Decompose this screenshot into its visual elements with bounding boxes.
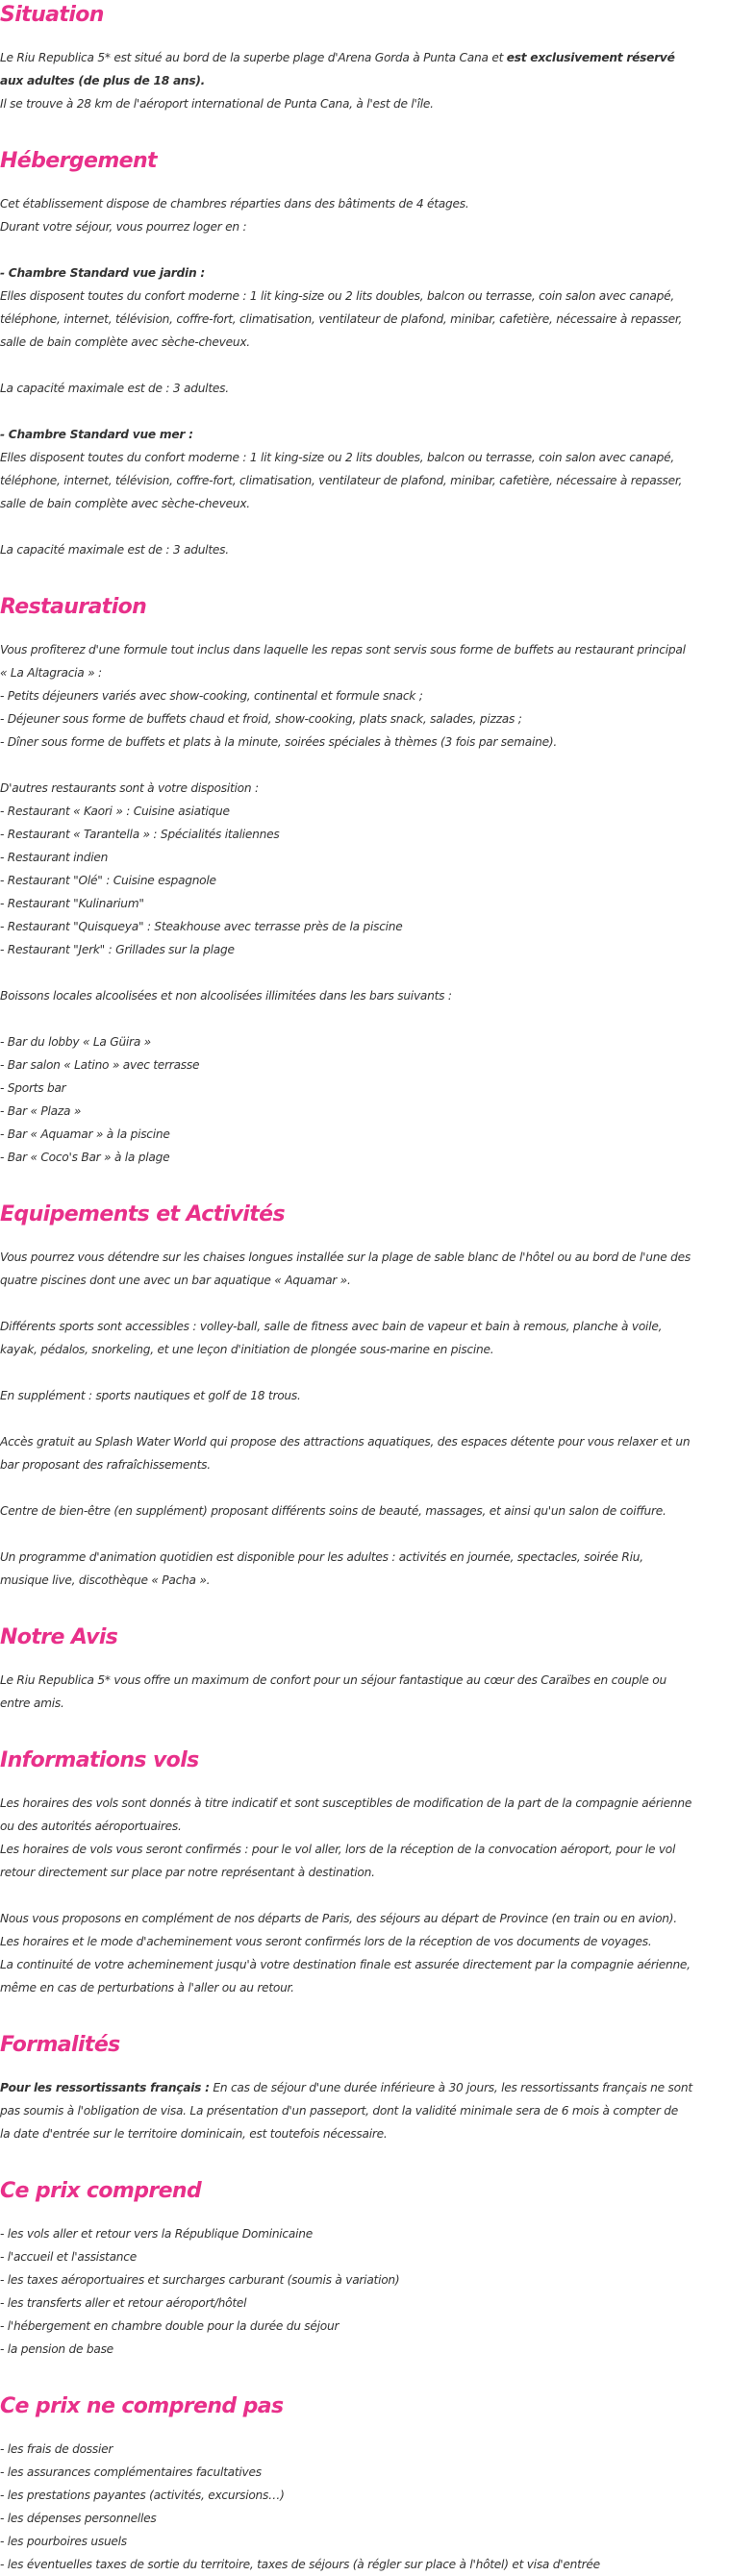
- blank-line: [0, 1476, 725, 1499]
- text-segment: Elles disposent toutes du confort moderne : 1 lit king-size ou 2 lits doubles, balcon ou terrasse, coin salon avec canapé,: [0, 289, 675, 303]
- section-comprend: [0, 2176, 725, 2361]
- text-line: [0, 2222, 725, 2245]
- text-segment: Nous vous proposons en complément de nos départs de Paris, des séjours au départ de Province (en train ou en avion).: [0, 1912, 677, 1925]
- text-line: [0, 1815, 725, 1838]
- blank-line: [0, 1407, 725, 1430]
- section-body: [0, 1792, 725, 1999]
- section-body: [0, 638, 725, 1169]
- text-line: [0, 192, 725, 215]
- text-line: [0, 1430, 725, 1453]
- text-line: [0, 215, 725, 238]
- text-segment: - Dîner sous forme de buffets et plats à la minute, soirées spéciales à thèmes (3 fois par semaine).: [0, 735, 557, 749]
- text-line: [0, 261, 725, 285]
- section-hebergement: [0, 146, 725, 561]
- bold-text: - Chambre Standard vue mer :: [0, 428, 193, 441]
- text-segment: Un programme d'animation quotidien est disponible pour les adultes : activités en journée, spectacles, soirée Riu,: [0, 1550, 643, 1564]
- text-line: [0, 1100, 725, 1123]
- section-title: Ce prix ne comprend pas: [0, 2394, 284, 2418]
- text-segment: Les horaires de vols vous seront confirmés : pour le vol aller, lors de la réception de la convocation aéroport, pour le vol: [0, 1843, 676, 1856]
- text-segment: - Sports bar: [0, 1081, 66, 1095]
- bold-text: Pour les ressortissants français :: [0, 2081, 210, 2094]
- section-body: [0, 1246, 725, 1592]
- text-line: [0, 331, 725, 354]
- text-segment: Il se trouve à 28 km de l'aéroport international de Punta Cana, à l'est de l'île.: [0, 97, 434, 111]
- text-segment: - Restaurant « Kaori » : Cuisine asiatique: [0, 805, 230, 818]
- section-vols: [0, 1746, 725, 1999]
- text-segment: En supplément : sports nautiques et golf de 18 trous.: [0, 1389, 301, 1402]
- section-title: Situation: [0, 3, 104, 27]
- blank-line: [0, 1292, 725, 1315]
- text-segment: - Déjeuner sous forme de buffets chaud et froid, show-cooking, plats snack, salades, pizzas ;: [0, 712, 522, 726]
- text-line: [0, 1123, 725, 1146]
- text-line: [0, 285, 725, 308]
- section-title: Equipements et Activités: [0, 1202, 285, 1226]
- text-segment: Les horaires et le mode d'acheminement vous seront confirmés lors de la réception de vos documents de voyages.: [0, 1935, 652, 1948]
- section-ne-comprend-pas: [0, 2391, 725, 2576]
- section-restauration: [0, 592, 725, 1169]
- text-line: [0, 1315, 725, 1338]
- text-segment: - les taxes aéroportuaires et surcharges carburant (soumis à variation): [0, 2273, 400, 2287]
- text-line: [0, 2099, 725, 2122]
- text-segment: salle de bain complète avec sèche-cheveux.: [0, 335, 250, 349]
- blank-line: [0, 1884, 725, 1907]
- text-line: [0, 69, 725, 92]
- text-segment: - l'hébergement en chambre double pour la durée du séjour: [0, 2319, 339, 2333]
- blank-line: [0, 238, 725, 261]
- text-segment: - Bar « Coco's Bar » à la plage: [0, 1151, 170, 1164]
- text-segment: - les éventuelles taxes de sortie du territoire, taxes de séjours (à régler sur place à l'hôtel) et visa d'entrée: [0, 2558, 600, 2571]
- text-segment: - Restaurant « Tarantella » : Spécialités italiennes: [0, 828, 280, 841]
- text-segment: téléphone, internet, télévision, coffre-fort, climatisation, ventilateur de plafond, minibar, cafetière, nécessaire à repasser,: [0, 312, 683, 326]
- text-segment: Le Riu Republica 5* est situé au bord de la superbe plage d'Arena Gorda à Punta Cana et: [0, 51, 507, 64]
- text-line: [0, 446, 725, 469]
- section-title: Ce prix comprend: [0, 2179, 202, 2203]
- section-body: [0, 2222, 725, 2361]
- text-line: [0, 2530, 725, 2553]
- blank-line: [0, 400, 725, 423]
- text-segment: Centre de bien-être (en supplément) proposant différents soins de beauté, massages, et ainsi qu'un salon de coiffure.: [0, 1504, 666, 1518]
- text-segment: - les vols aller et retour vers la République Dominicaine: [0, 2227, 313, 2241]
- text-line: [0, 1569, 725, 1592]
- text-segment: - Restaurant "Jerk" : Grillades sur la plage: [0, 943, 235, 956]
- text-segment: - les dépenses personnelles: [0, 2512, 157, 2525]
- text-line: [0, 638, 725, 661]
- section-body: [0, 192, 725, 561]
- blank-line: [0, 1361, 725, 1384]
- section-situation: [0, 0, 725, 115]
- section-body: [0, 2076, 725, 2145]
- text-line: [0, 915, 725, 938]
- text-line: [0, 1246, 725, 1269]
- text-segment: - la pension de base: [0, 2342, 113, 2356]
- text-line: [0, 2438, 725, 2461]
- blank-line: [0, 354, 725, 377]
- section-title: Hébergement: [0, 149, 157, 173]
- text-segment: En cas de séjour d'une durée inférieure à 30 jours, les ressortissants français ne sont: [209, 2081, 692, 2094]
- text-segment: - les transferts aller et retour aéroport/hôtel: [0, 2296, 247, 2310]
- text-segment: - l'accueil et l'assistance: [0, 2250, 137, 2264]
- text-segment: La capacité maximale est de : 3 adultes.: [0, 382, 229, 395]
- text-line: [0, 1792, 725, 1815]
- text-line: [0, 2484, 725, 2507]
- text-line: [0, 2553, 725, 2576]
- text-line: [0, 469, 725, 492]
- text-segment: - Restaurant "Olé" : Cuisine espagnole: [0, 874, 216, 887]
- section-title: Formalités: [0, 2033, 120, 2057]
- text-line: [0, 1338, 725, 1361]
- text-line: [0, 684, 725, 707]
- text-line: [0, 869, 725, 892]
- text-segment: - Petits déjeuners variés avec show-cooking, continental et formule snack ;: [0, 689, 423, 703]
- text-line: [0, 2122, 725, 2145]
- text-segment: entre amis.: [0, 1697, 64, 1710]
- text-line: [0, 2461, 725, 2484]
- text-segment: salle de bain complète avec sèche-cheveux.: [0, 497, 250, 510]
- text-segment: Boissons locales alcoolisées et non alcoolisées illimitées dans les bars suivants :: [0, 989, 452, 1003]
- text-line: [0, 1546, 725, 1569]
- section-title: Notre Avis: [0, 1625, 118, 1649]
- text-line: [0, 46, 725, 69]
- text-line: [0, 2315, 725, 2338]
- text-segment: quatre piscines dont une avec un bar aquatique « Aquamar ».: [0, 1274, 351, 1287]
- text-line: [0, 731, 725, 754]
- bold-text: est exclusivement réservé: [506, 51, 675, 64]
- text-segment: même en cas de perturbations à l'aller ou au retour.: [0, 1981, 294, 1994]
- text-line: [0, 707, 725, 731]
- text-line: [0, 2076, 725, 2099]
- text-segment: bar proposant des rafraîchissements.: [0, 1458, 211, 1472]
- text-segment: téléphone, internet, télévision, coffre-fort, climatisation, ventilateur de plafond, minibar, cafetière, nécessaire à repasser,: [0, 474, 683, 487]
- text-line: [0, 2268, 725, 2291]
- section-formalites: [0, 2030, 725, 2145]
- section-title: Restauration: [0, 595, 147, 619]
- text-segment: - Bar du lobby « La Güira »: [0, 1035, 151, 1049]
- text-segment: kayak, pédalos, snorkeling, et une leçon d'initiation de plongée sous-marine en piscine.: [0, 1343, 494, 1356]
- text-segment: Les horaires des vols sont donnés à titre indicatif et sont susceptibles de modification de la part de la compagnie aérienne: [0, 1796, 692, 1810]
- text-line: [0, 1976, 725, 1999]
- text-segment: « La Altagracia » :: [0, 666, 102, 680]
- text-segment: Cet établissement dispose de chambres réparties dans des bâtiments de 4 étages.: [0, 197, 469, 211]
- text-segment: Durant votre séjour, vous pourrez loger en :: [0, 220, 247, 234]
- text-line: [0, 492, 725, 515]
- text-line: [0, 538, 725, 561]
- text-line: [0, 1146, 725, 1169]
- text-segment: Vous pourrez vous détendre sur les chaises longues installée sur la plage de sable blanc de l'hôtel ou au bord de l'une des: [0, 1251, 691, 1264]
- text-line: [0, 1838, 725, 1861]
- text-line: [0, 777, 725, 800]
- text-segment: Elles disposent toutes du confort moderne : 1 lit king-size ou 2 lits doubles, balcon ou terrasse, coin salon avec canapé,: [0, 451, 675, 464]
- text-line: [0, 92, 725, 115]
- text-segment: pas soumis à l'obligation de visa. La présentation d'un passeport, dont la validité minimale sera de 6 mois à compter de: [0, 2104, 679, 2118]
- text-line: [0, 377, 725, 400]
- text-segment: - Bar « Plaza »: [0, 1104, 82, 1118]
- text-segment: musique live, discothèque « Pacha ».: [0, 1573, 211, 1587]
- section-body: [0, 1669, 725, 1715]
- bold-text: - Chambre Standard vue jardin :: [0, 266, 206, 280]
- text-line: [0, 892, 725, 915]
- text-segment: Vous profiterez d'une formule tout inclus dans laquelle les repas sont servis sous forme de buffets au restaurant principal: [0, 643, 686, 656]
- text-line: [0, 1953, 725, 1976]
- section-body: [0, 46, 725, 115]
- text-line: [0, 1077, 725, 1100]
- text-line: [0, 1930, 725, 1953]
- text-line: [0, 308, 725, 331]
- text-segment: - Restaurant "Kulinarium": [0, 897, 144, 910]
- text-segment: ou des autorités aéroportuaires.: [0, 1820, 182, 1833]
- text-line: [0, 800, 725, 823]
- text-segment: La capacité maximale est de : 3 adultes.: [0, 543, 229, 557]
- text-segment: - Bar « Aquamar » à la piscine: [0, 1127, 170, 1141]
- section-body: [0, 2438, 725, 2576]
- text-line: [0, 2338, 725, 2361]
- text-line: [0, 1269, 725, 1292]
- section-avis: [0, 1622, 725, 1715]
- text-segment: - Restaurant indien: [0, 851, 109, 864]
- bold-text: aux adultes (de plus de 18 ans).: [0, 74, 206, 87]
- blank-line: [0, 1007, 725, 1030]
- text-line: [0, 1861, 725, 1884]
- blank-line: [0, 961, 725, 984]
- text-segment: D'autres restaurants sont à votre disposition :: [0, 781, 259, 795]
- text-line: [0, 661, 725, 684]
- text-segment: Le Riu Republica 5* vous offre un maximum de confort pour un séjour fantastique au cœur des Caraïbes en couple ou: [0, 1673, 666, 1687]
- text-segment: retour directement sur place par notre représentant à destination.: [0, 1866, 375, 1879]
- text-segment: Accès gratuit au Splash Water World qui propose des attractions aquatiques, des espaces détente pour vous relaxer et un: [0, 1435, 691, 1449]
- text-line: [0, 1053, 725, 1077]
- text-segment: La continuité de votre acheminement jusqu'à votre destination finale est assurée directement par la compagnie aérienne,: [0, 1958, 691, 1971]
- text-segment: - Bar salon « Latino » avec terrasse: [0, 1058, 200, 1072]
- text-line: [0, 1030, 725, 1053]
- text-line: [0, 1499, 725, 1523]
- blank-line: [0, 515, 725, 538]
- text-line: [0, 2507, 725, 2530]
- text-line: [0, 1384, 725, 1407]
- text-line: [0, 2245, 725, 2268]
- text-segment: - les prestations payantes (activités, excursions…): [0, 2489, 285, 2502]
- section-equipements: [0, 1200, 725, 1592]
- text-line: [0, 423, 725, 446]
- text-line: [0, 846, 725, 869]
- text-segment: la date d'entrée sur le territoire dominicain, est toutefois nécessaire.: [0, 2127, 388, 2141]
- blank-line: [0, 1523, 725, 1546]
- text-line: [0, 1907, 725, 1930]
- text-line: [0, 1669, 725, 1692]
- text-segment: - les frais de dossier: [0, 2442, 113, 2456]
- text-line: [0, 1692, 725, 1715]
- text-segment: Différents sports sont accessibles : volley-ball, salle de fitness avec bain de vapeur et bain à remous, planche à voile,: [0, 1320, 663, 1333]
- section-title: Informations vols: [0, 1748, 199, 1772]
- text-segment: - Restaurant "Quisqueya" : Steakhouse avec terrasse près de la piscine: [0, 920, 403, 933]
- text-line: [0, 938, 725, 961]
- text-segment: - les pourboires usuels: [0, 2535, 127, 2548]
- blank-line: [0, 754, 725, 777]
- text-line: [0, 1453, 725, 1476]
- text-line: [0, 984, 725, 1007]
- text-segment: - les assurances complémentaires facultatives: [0, 2465, 262, 2479]
- text-line: [0, 823, 725, 846]
- text-line: [0, 2291, 725, 2315]
